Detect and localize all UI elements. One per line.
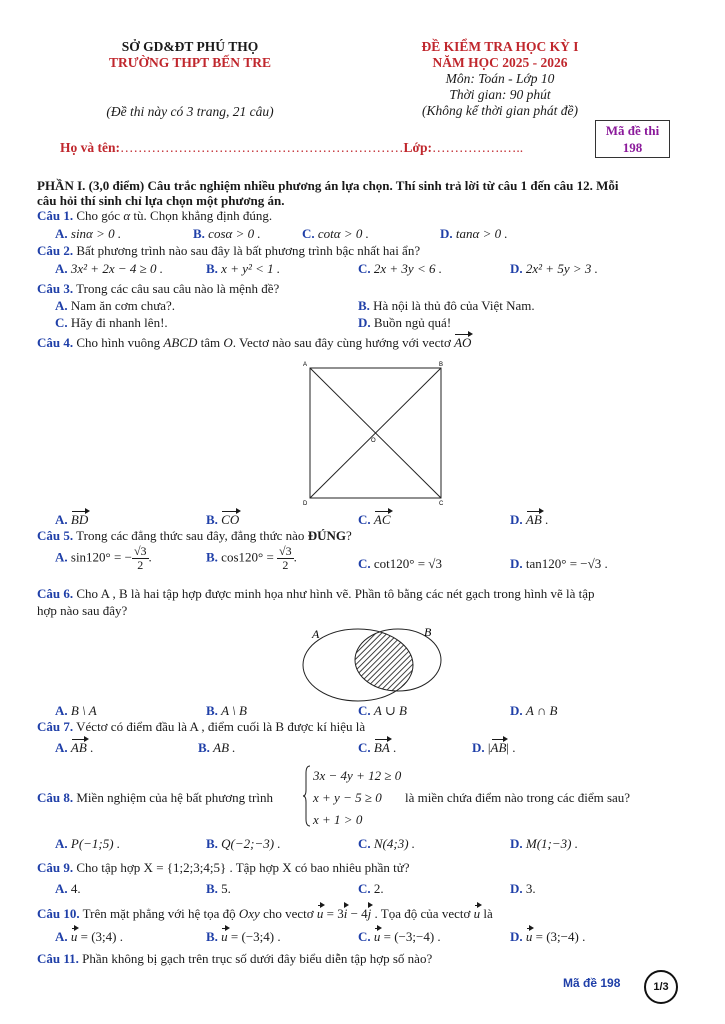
question-9-label: Câu 9. — [37, 860, 74, 875]
q4-d-vector: AB — [525, 512, 542, 527]
q6-option-d[interactable] — [510, 703, 557, 718]
q4-a-vector: BD — [70, 512, 89, 527]
q3-c-letter: C. — [55, 315, 68, 330]
q4-c-letter: C. — [358, 512, 371, 527]
q2-c-letter: C. — [358, 261, 371, 276]
set-a-label: A — [312, 627, 320, 641]
question-3-text: Trong các câu sau câu nào là mệnh đề? — [73, 281, 280, 296]
q7-b-letter: B. — [198, 740, 210, 755]
question-11-label: Câu 11. — [37, 951, 79, 966]
system-eq-3: x + 1 > 0 — [313, 812, 363, 827]
q2-b-letter: B. — [206, 261, 218, 276]
q3-d-text: Buồn ngủ quá! — [373, 315, 452, 330]
q5-c-letter: C. — [358, 556, 371, 571]
q10-option-d[interactable] — [510, 929, 585, 944]
q6-b-letter: B. — [206, 703, 218, 718]
q1-option-c[interactable] — [302, 226, 369, 241]
q9-b-letter: B. — [206, 881, 218, 896]
q2-option-a[interactable] — [55, 261, 163, 276]
name-label: Họ và tên: — [60, 140, 120, 155]
q9-a-text: 4. — [70, 881, 81, 896]
q9-option-a[interactable] — [55, 881, 81, 896]
q4-option-a[interactable] — [55, 512, 88, 527]
q4-option-c[interactable] — [358, 512, 391, 527]
square-abcd-figure — [300, 360, 450, 505]
q9-option-d[interactable] — [510, 881, 536, 896]
student-info-line — [60, 140, 523, 156]
q8-option-d[interactable] — [510, 836, 578, 851]
exam-code-value: 198 — [622, 140, 643, 155]
subject: Môn: Toán - Lớp 10 — [445, 71, 555, 86]
q7-a-vector: AB — [70, 740, 87, 755]
q4-option-b[interactable] — [206, 512, 239, 527]
question-6-label: Câu 6. — [37, 586, 74, 601]
question-3 — [37, 281, 279, 296]
q6-d-text: A ∩ B — [525, 703, 558, 718]
vertex-b: B — [439, 362, 444, 368]
name-blank[interactable]: ……………………………………………………… — [120, 140, 404, 155]
page-number: 1/3 — [644, 970, 678, 1004]
question-10-text-g: là — [480, 906, 493, 921]
question-4-label: Câu 4. — [37, 335, 74, 350]
q7-d-vector: AB — [490, 740, 507, 755]
q2-a-text: 3x² + 2x − 4 ≥ 0 . — [70, 261, 164, 276]
question-8-text-b: là miền chứa điểm nào trong các điểm sau? — [405, 790, 631, 805]
q9-c-text: 2. — [373, 881, 384, 896]
q3-d-letter: D. — [358, 315, 371, 330]
q5-d-text: tan120° = −√3 . — [525, 556, 608, 571]
q6-d-letter: D. — [510, 703, 523, 718]
q1-b-text: cosα > 0 . — [208, 226, 261, 241]
q7-option-c[interactable]: C. BA . — [358, 740, 397, 755]
part1-heading-line1: PHẦN I. (3,0 điểm) Câu trắc nghiệm nhiều phương án lựa chọn. Thí sinh trả lời từ câu 1 đến câu 12. Mỗi — [37, 178, 619, 193]
question-5-emphasis: ĐÚNG — [307, 528, 346, 543]
q4-d-letter: D. — [510, 512, 523, 527]
q10-c-letter: C. — [358, 929, 371, 944]
question-2-label: Câu 2. — [37, 243, 74, 258]
q5-option-c[interactable] — [358, 556, 442, 571]
q2-d-letter: D. — [510, 261, 523, 276]
q1-option-a[interactable] — [55, 226, 121, 241]
q7-option-a[interactable]: A. AB . — [55, 740, 94, 755]
question-7-label: Câu 7. — [37, 719, 74, 734]
q1-option-d[interactable] — [440, 226, 508, 241]
q2-a-letter: A. — [55, 261, 68, 276]
duration: Thời gian: 90 phút — [449, 87, 551, 102]
q1-a-letter: A. — [55, 226, 68, 241]
q9-b-text: 5. — [221, 881, 231, 896]
angle-alpha: α — [123, 208, 131, 223]
q3-b-letter: B. — [358, 298, 370, 313]
q7-c-vector: BA — [373, 740, 390, 755]
coord-system-name: Oxy — [238, 906, 260, 921]
q2-b-text: x + y² < 1 . — [221, 261, 281, 276]
footer-exam-code: Mã đề 198 — [563, 976, 621, 990]
question-6-line1 — [37, 586, 595, 601]
venn-diagram — [298, 620, 458, 710]
q10-b-vector: u — [221, 929, 228, 944]
question-10-label: Câu 10. — [37, 906, 80, 921]
q1-option-b[interactable] — [193, 226, 261, 241]
question-10 — [37, 906, 493, 921]
question-4-text-c: tâm — [197, 335, 224, 350]
q3-option-c[interactable] — [55, 315, 168, 330]
school-year: NĂM HỌC 2025 - 2026 — [432, 55, 568, 70]
question-6-text1: Cho A , B là hai tập hợp được minh họa như hình vẽ. Phần tô bằng các nét gạch trong hình vẽ là tập — [73, 586, 595, 601]
center-name: O — [223, 335, 233, 350]
q9-d-letter: D. — [510, 881, 523, 896]
question-1 — [37, 208, 272, 223]
question-10-text-e: − 4 — [347, 906, 368, 921]
q2-option-b[interactable] — [206, 261, 280, 276]
school-department: SỞ GD&ĐT PHÚ THỌ — [121, 39, 259, 54]
question-10-text-f: . Tọa độ của vectơ — [371, 906, 474, 921]
q5-a-fraction — [132, 545, 149, 572]
q7-c-letter: C. — [358, 740, 371, 755]
q9-option-b[interactable] — [206, 881, 231, 896]
question-8-text-a: Miền nghiệm của hệ bất phương trình — [73, 790, 273, 805]
q5-b-prefix: cos120° = — [221, 549, 278, 565]
q5-option-b[interactable]: B. cos120° = $\frac{√3}{2}$ . — [206, 544, 297, 572]
question-4-text-a: Cho hình vuông — [73, 335, 164, 350]
square-name: ABCD — [163, 335, 198, 350]
question-10-text-c: cho vectơ — [259, 906, 317, 921]
question-11-text: Phần không bị gạch trên trục số dưới đây biểu diễn tập hợp số nào? — [78, 951, 433, 966]
q7-option-b[interactable] — [198, 740, 236, 755]
q8-option-c[interactable] — [358, 836, 415, 851]
q5-c-text: cot120° = √3 — [373, 556, 442, 571]
q1-b-letter: B. — [193, 226, 205, 241]
q5-a-numerator: √3 — [133, 544, 147, 558]
q3-a-letter: A. — [55, 298, 68, 313]
q6-b-text: A \ B — [221, 703, 247, 718]
vector-u-2: u — [473, 906, 481, 921]
q3-c-text: Hãy đi nhanh lên!. — [70, 315, 168, 330]
set-b-label: B — [424, 625, 432, 639]
question-9-text: Cho tập hợp X = {1;2;3;4;5} . Tập hợp X có bao nhiêu phần tử? — [73, 860, 410, 875]
vertex-a: A — [303, 362, 308, 368]
q4-option-d[interactable]: D. AB . — [510, 512, 549, 527]
q8-c-letter: C. — [358, 836, 371, 851]
question-10-text-a: Trên mặt phẳng với hệ tọa độ — [79, 906, 239, 921]
q3-option-a[interactable] — [55, 298, 175, 313]
q1-d-text: tanα > 0 . — [455, 226, 508, 241]
q10-c-vector: u — [373, 929, 381, 944]
q7-a-letter: A. — [55, 740, 68, 755]
question-2-text: Bất phương trình nào sau đây là bất phương trình bậc nhất hai ẩn? — [73, 243, 421, 258]
vector-ao: AO — [454, 335, 472, 350]
q2-d-text: 2x² + 5y > 3 . — [525, 261, 598, 276]
q4-b-letter: B. — [206, 512, 218, 527]
q10-option-b[interactable] — [206, 929, 281, 944]
q10-d-letter: D. — [510, 929, 523, 944]
q8-option-b[interactable] — [206, 836, 281, 851]
time-note: (Không kể thời gian phát đề) — [421, 103, 579, 118]
q1-d-letter: D. — [440, 226, 453, 241]
q9-d-text: 3. — [525, 881, 536, 896]
q10-c-text: = (−3;−4) . — [380, 929, 441, 944]
q6-c-letter: C. — [358, 703, 371, 718]
q2-c-text: 2x + 3y < 6 . — [373, 261, 442, 276]
q5-a-prefix: sin120° = − — [70, 549, 132, 565]
question-8-label: Câu 8. — [37, 790, 74, 805]
question-6-line2: hợp nào sau đây? — [37, 603, 128, 618]
question-7 — [37, 719, 365, 734]
q1-c-text: cotα > 0 . — [317, 226, 369, 241]
q3-option-d[interactable] — [358, 315, 451, 330]
q8-option-a[interactable] — [55, 836, 120, 851]
q8-b-letter: B. — [206, 836, 218, 851]
q6-a-letter: A. — [55, 703, 68, 718]
q6-option-b[interactable] — [206, 703, 247, 718]
q9-c-letter: C. — [358, 881, 371, 896]
system-eq-1: 3x − 4y + 12 ≥ 0 — [313, 768, 402, 783]
q5-b-fraction — [277, 545, 294, 572]
question-3-label: Câu 3. — [37, 281, 74, 296]
exam-code-box — [595, 120, 670, 158]
question-1-text-b: tù. Chọn khẳng định đúng. — [130, 208, 273, 223]
q5-a-denominator: 2 — [137, 558, 144, 572]
vector-j: j — [367, 906, 372, 921]
q6-c-text: A ∪ B — [373, 703, 407, 718]
part1-heading-line2: câu hỏi thí sinh chỉ lựa chọn một phương án. — [37, 193, 285, 208]
page-count-note: (Đề thi này có 3 trang, 21 câu) — [106, 104, 274, 119]
q4-a-letter: A. — [55, 512, 68, 527]
q10-option-a[interactable] — [55, 929, 123, 944]
system-brace — [303, 765, 311, 827]
question-4-text-e: . Vectơ nào sau đây cùng hướng với vectơ — [232, 335, 455, 350]
q6-option-c[interactable] — [358, 703, 407, 718]
q8-d-letter: D. — [510, 836, 523, 851]
q8-d-text: M(1;−3) . — [525, 836, 578, 851]
question-1-label: Câu 1. — [37, 208, 74, 223]
q5-option-d[interactable] — [510, 556, 608, 571]
q5-b-letter: B. — [206, 549, 218, 565]
q3-option-b[interactable] — [358, 298, 535, 313]
q5-b-denominator: 2 — [282, 558, 289, 572]
q10-a-vector: u — [70, 929, 78, 944]
q5-d-letter: D. — [510, 556, 523, 571]
school-name: TRƯỜNG THPT BẾN TRE — [109, 55, 271, 70]
q7-d-letter: D. — [472, 740, 485, 755]
q3-a-text: Nam ăn cơm chưa?. — [70, 298, 176, 313]
question-2 — [37, 243, 420, 258]
q8-a-text: P(−1;5) . — [70, 836, 121, 851]
question-5-text-c: ? — [345, 528, 352, 543]
q10-a-text: = (3;4) . — [77, 929, 123, 944]
q2-option-c[interactable] — [358, 261, 442, 276]
q1-a-text: sinα > 0 . — [70, 226, 122, 241]
question-5 — [37, 528, 352, 543]
q10-d-text: = (3;−4) . — [532, 929, 586, 944]
question-11 — [37, 951, 432, 966]
question-5-text-a: Trong các đẳng thức sau đây, đẳng thức nào — [73, 528, 308, 543]
exam-title: ĐỀ KIỂM TRA HỌC KỲ I — [421, 39, 579, 54]
question-8 — [37, 790, 273, 805]
class-blank[interactable]: …………….….. — [431, 140, 524, 155]
class-label: Lớp: — [403, 140, 432, 155]
q3-b-text: Hà nội là thủ đô của Việt Nam. — [373, 298, 535, 313]
q8-a-letter: A. — [55, 836, 68, 851]
vertex-d: D — [303, 501, 308, 505]
q4-c-vector: AC — [373, 512, 391, 527]
exam-code-label: Mã đề thi — [605, 123, 660, 138]
q5-b-numerator: √3 — [279, 544, 292, 558]
q8-c-text: N(4;3) . — [373, 836, 416, 851]
q10-b-text: = (−3;4) . — [227, 929, 281, 944]
q6-a-text: B \ A — [70, 703, 97, 718]
vertex-c: C — [439, 501, 444, 505]
q4-b-vector: CO — [221, 512, 240, 527]
q10-a-letter: A. — [55, 929, 68, 944]
vector-u: u — [316, 906, 324, 921]
q7-b-text: AB . — [213, 740, 236, 755]
vector-i: i — [343, 906, 348, 921]
question-5-label: Câu 5. — [37, 528, 74, 543]
question-4 — [37, 335, 471, 350]
system-eq-2: x + y − 5 ≥ 0 — [313, 790, 382, 805]
q5-option-a[interactable]: A. sin120° = − $\frac{√3}{2}$ . — [55, 544, 152, 572]
q6-option-a[interactable] — [55, 703, 97, 718]
q10-d-vector: u — [525, 929, 533, 944]
q8-b-text: Q(−2;−3) . — [221, 836, 281, 851]
question-1-text-a: Cho góc — [73, 208, 124, 223]
question-9 — [37, 860, 410, 875]
q10-option-c[interactable] — [358, 929, 441, 944]
center-o: O — [371, 438, 376, 444]
q1-c-letter: C. — [302, 226, 315, 241]
q2-option-d[interactable] — [510, 261, 598, 276]
question-7-text: Véctơ có điểm đầu là A , điểm cuối là B được kí hiệu là — [73, 719, 366, 734]
q9-option-c[interactable] — [358, 881, 384, 896]
q5-a-letter: A. — [55, 549, 68, 565]
q10-b-letter: B. — [206, 929, 218, 944]
q7-option-d[interactable]: D. |AB| . — [472, 740, 516, 755]
q9-a-letter: A. — [55, 881, 68, 896]
question-10-text-d: = 3 — [323, 906, 344, 921]
